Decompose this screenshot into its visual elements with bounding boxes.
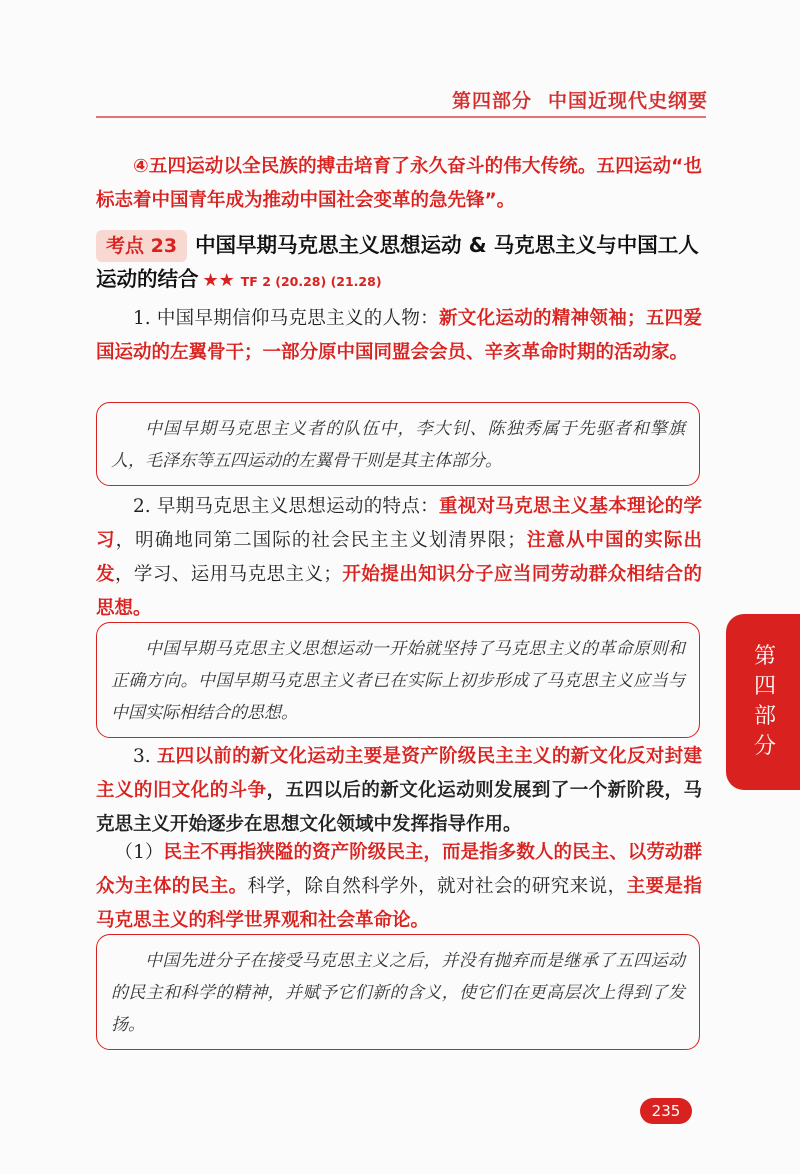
intro-text: ④五四运动以全民族的搏击培育了永久奋斗的伟大传统。五四运动“也标志着中国青年成为推动中国社会变革的急先锋”。	[96, 156, 702, 211]
item-3-1	[96, 836, 702, 938]
side-tab-char-4: 分	[753, 734, 776, 759]
header-part: 第四部分	[451, 90, 532, 112]
item-3-1-red-1: 民主不再指狭隘的资产阶级民主，而是指多数人的民主、以劳动群众为主体的民主。	[96, 842, 702, 897]
item-3-red-1: 五四以前的新文化运动主要是资产阶级民主主义的新文化反对封建主义的旧文化的斗争	[96, 746, 702, 801]
header-title: 中国近现代史纲要	[547, 90, 708, 112]
item-2-red-1: 重视对马克思主义基本理论的学习	[96, 496, 702, 551]
item-2	[96, 490, 702, 626]
item-3-1-mid-1: 科学，除自然科学外，就对社会的研究来说，	[247, 876, 627, 897]
item-2-mid-1: ，明确地同第二国际的社会民主主义划清界限；	[115, 530, 526, 551]
kaodian-title: 中国早期马克思主义思想运动 & 马克思主义与中国工人运动的结合	[96, 233, 699, 291]
side-tab-char-3: 部	[753, 704, 776, 729]
note-box-1-text: 中国早期马克思主义者的队伍中，李大钊、陈独秀属于先驱者和擎旗人，毛泽东等五四运动的左翼骨干则是其主体部分。	[111, 419, 685, 471]
item-2-lead: 2. 早期马克思主义思想运动的特点：	[133, 496, 439, 517]
item-3-1-lead: （1）	[114, 842, 164, 863]
item-2-red-2: 注意从中国的实际出发	[96, 530, 702, 585]
item-2-red-3: 开始提出知识分子应当同劳动群众相结合的思想。	[96, 564, 702, 619]
item-1	[96, 302, 702, 370]
intro-paragraph	[96, 150, 702, 218]
item-3-black-1: ，五四以后的新文化运动则发展到了一个新阶段，马克思主义开始逐步在思想文化领域中发挥指导作用。	[96, 780, 702, 835]
note-box-1	[96, 402, 700, 486]
item-3-lead: 3.	[133, 746, 157, 767]
page-number: 235	[640, 1098, 692, 1124]
kaodian-badge: 考点 23	[96, 230, 187, 262]
item-3	[96, 740, 702, 842]
item-1-lead: 1. 中国早期信仰马克思主义的人物：	[133, 308, 439, 329]
side-tab-char-2: 四	[753, 674, 776, 699]
importance-stars: ★★	[202, 270, 235, 291]
item-3-1-red-2: 主要是指马克思主义的科学世界观和社会革命论。	[96, 876, 702, 931]
note-box-3	[96, 934, 700, 1050]
running-header	[436, 86, 708, 113]
note-box-2	[96, 622, 700, 738]
side-tab-char-1: 第	[753, 644, 776, 669]
header-rule	[96, 116, 706, 118]
kaodian-heading	[96, 228, 716, 296]
note-box-2-text: 中国早期马克思主义思想运动一开始就坚持了马克思主义的革命原则和正确方向。中国早期马克思主义者已在实际上初步形成了马克思主义应当与中国实际相结合的思想。	[111, 639, 685, 723]
tf-frequency: TF 2 (20.28) (21.28)	[240, 274, 382, 289]
note-box-3-text: 中国先进分子在接受马克思主义之后，并没有抛弃而是继承了五四运动的民主和科学的精神，并赋予它们新的含义，使它们在更高层次上得到了发扬。	[111, 951, 685, 1035]
item-2-mid-2: ，学习、运用马克思主义；	[114, 564, 342, 585]
section-side-tab	[726, 614, 800, 790]
item-1-red: 新文化运动的精神领袖；五四爱国运动的左翼骨干；一部分原中国同盟会会员、辛亥革命时期的活动家。	[96, 308, 702, 363]
